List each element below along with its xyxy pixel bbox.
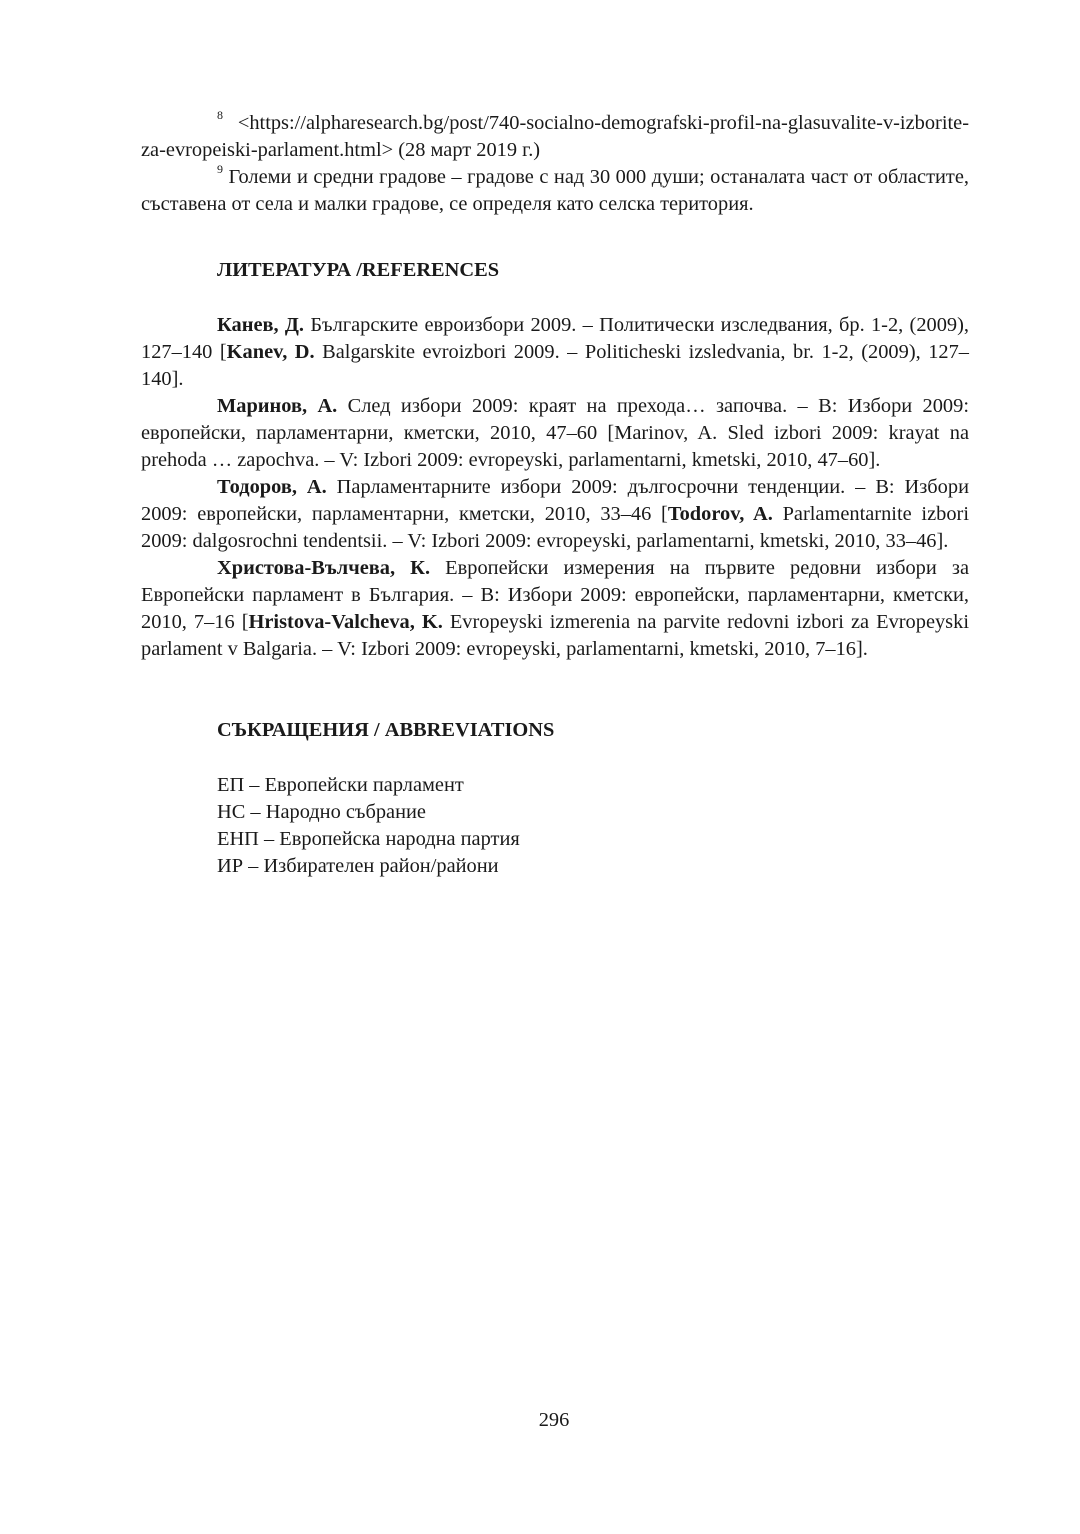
- footnote-text: Големи и средни градове – градове с над 30 000 души; останалата част от областите, съставена от села и малки градове, се определя като селска територия.: [141, 166, 969, 215]
- reference-item: Маринов, А. След избори 2009: краят на прехода… започва. – В: Избори 2009: европейски, парламентарни, кметски, 2010, 47–60 [Marinov, A. Sled izbori 2009: krayat na prehoda … zapochva. – V: Izbori 2009: evropeyski, parlamentarni, kmetski, 2010, 47–60].: [141, 395, 969, 471]
- page-content: [141, 110, 969, 880]
- references-heading: ЛИТЕРАТУРА /REFERENCES: [217, 259, 500, 281]
- reference-author-latin: Kanev, D.: [226, 341, 315, 363]
- abbreviation-item: ИР – Избирателен район/райони: [217, 855, 499, 877]
- references-list: [141, 312, 969, 663]
- footnote-text: <https://alpharesearch.bg/post/740-socialno-demografski-profil-na-glasuvalite-v-izborite-za-evropeiski-parlament.html> (28 март 2019 г.): [141, 112, 969, 161]
- reference-author-latin: Hristova-Valcheva, K.: [248, 611, 443, 633]
- reference-author: Тодоров, А.: [217, 476, 327, 498]
- abbreviation-item: ЕП – Европейски парламент: [217, 774, 464, 796]
- reference-item: Канев, Д. Българските евроизбори 2009. – Политически изследвания, бр. 1-2, (2009), 127–140 [Kanev, D. Balgarskite evroizbori 2009. – Politicheski izsledvania, br. 1-2, (2009), 127–140].: [141, 314, 970, 390]
- footnote-8: [141, 110, 969, 164]
- abbreviations-heading: СЪКРАЩЕНИЯ / ABBREVIATIONS: [217, 719, 555, 741]
- abbreviations-list: [217, 772, 969, 880]
- reference-author: Маринов, А.: [217, 395, 338, 417]
- reference-author: Канев, Д.: [217, 314, 305, 336]
- reference-item: Христова-Вълчева, К. Европейски измерения на първите редовни избори за Европейски парламент в България. – В: Избори 2009: европейски, парламентарни, кметски, 2010, 7–16 [Hristova-Valcheva, K. Evropeyski izmerenia na parvite redovni izbori za Evropeyski parlament v Balgaria. – V: Izbori 2009: evropeyski, parlamentarni, kmetski, 2010, 7–16].: [141, 557, 969, 660]
- footnote-number: 9: [217, 162, 223, 177]
- footnote-number: 8: [217, 108, 223, 123]
- abbreviation-item: НС – Народно събрание: [217, 801, 426, 823]
- reference-item: Тодоров, А. Парламентарните избори 2009: дългосрочни тенденции. – В: Избори 2009: европейски, парламентарни, кметски, 2010, 33–46 [Todorov, A. Parlamentarnite izbori 2009: dalgosrochni tendentsii. – V: Izbori 2009: evropeyski, parlamentarni, kmetski, 2010, 33–46].: [141, 476, 969, 552]
- reference-author: Христова-Вълчева, К.: [217, 557, 431, 579]
- abbreviation-item: ЕНП – Европейска народна партия: [217, 828, 520, 850]
- reference-author-latin: Todorov, A.: [667, 503, 773, 525]
- footnote-9: [141, 164, 969, 218]
- page-number: 296: [538, 1409, 570, 1431]
